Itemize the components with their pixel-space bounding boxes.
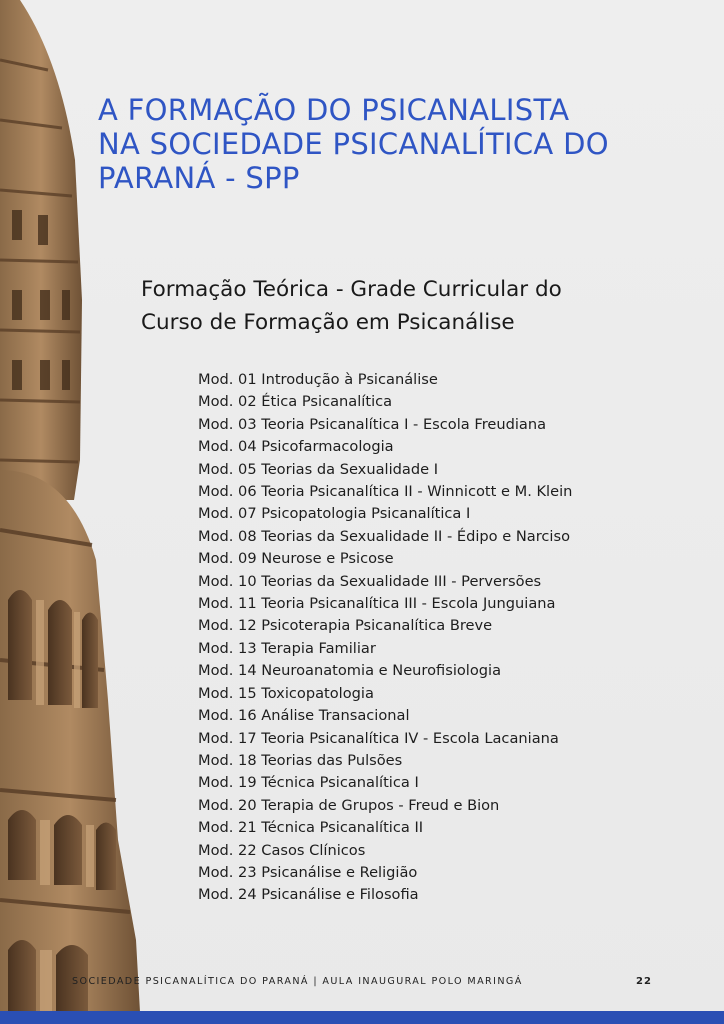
title-line: A FORMAÇÃO DO PSICANALISTA — [98, 93, 570, 127]
subtitle-line: Curso de Formação em Psicanálise — [141, 310, 515, 335]
module-item: Mod. 21 Técnica Psicanalítica II — [198, 819, 424, 837]
module-item: Mod. 09 Neurose e Psicose — [198, 550, 394, 568]
module-list — [198, 369, 698, 907]
module-item: Mod. 02 Ética Psicanalítica — [198, 393, 393, 411]
module-item: Mod. 20 Terapia de Grupos - Freud e Bion — [198, 796, 500, 814]
module-item: Mod. 19 Técnica Psicanalítica I — [198, 774, 419, 792]
section-subtitle — [141, 273, 701, 339]
module-item: Mod. 10 Teorias da Sexualidade III - Perversões — [198, 572, 542, 590]
module-item: Mod. 18 Teorias das Pulsões — [198, 751, 403, 769]
footer-text: SOCIEDADE PSICANALÍTICA DO PARANÁ | AULA INAUGURAL POLO MARINGÁ — [72, 976, 523, 987]
module-item: Mod. 04 Psicofarmacologia — [198, 438, 394, 456]
module-item: Mod. 23 Psicanálise e Religião — [198, 863, 418, 881]
module-item: Mod. 08 Teorias da Sexualidade II - Édipo e Narciso — [198, 527, 570, 545]
module-item: Mod. 07 Psicopatologia Psicanalítica I — [198, 505, 471, 523]
module-item: Mod. 01 Introdução à Psicanálise — [198, 371, 438, 388]
page-number: 22 — [636, 976, 652, 987]
title-line: PARANÁ - SPP — [98, 161, 300, 195]
module-item: Mod. 14 Neuroanatomia e Neurofisiologia — [198, 662, 502, 680]
module-item: Mod. 13 Terapia Familiar — [198, 639, 376, 657]
module-item: Mod. 24 Psicanálise e Filosofia — [198, 886, 419, 904]
module-item: Mod. 17 Teoria Psicanalítica IV - Escola Lacaniana — [198, 729, 559, 747]
module-item: Mod. 03 Teoria Psicanalítica I - Escola Freudiana — [198, 415, 547, 433]
module-item: Mod. 05 Teorias da Sexualidade I — [198, 460, 439, 478]
page-title — [98, 93, 718, 195]
title-line: NA SOCIEDADE PSICANALÍTICA DO — [98, 127, 609, 161]
subtitle-line: Formação Teórica - Grade Curricular do — [141, 277, 562, 302]
module-item: Mod. 11 Teoria Psicanalítica III - Escola Junguiana — [198, 595, 556, 613]
module-item: Mod. 12 Psicoterapia Psicanalítica Breve — [198, 617, 493, 635]
module-item: Mod. 16 Análise Transacional — [198, 707, 410, 725]
module-item: Mod. 22 Casos Clínicos — [198, 841, 366, 859]
module-item: Mod. 06 Teoria Psicanalítica II - Winnicott e M. Klein — [198, 483, 573, 501]
bottom-accent-bar — [0, 1011, 724, 1024]
module-item: Mod. 15 Toxicopatologia — [198, 684, 374, 702]
